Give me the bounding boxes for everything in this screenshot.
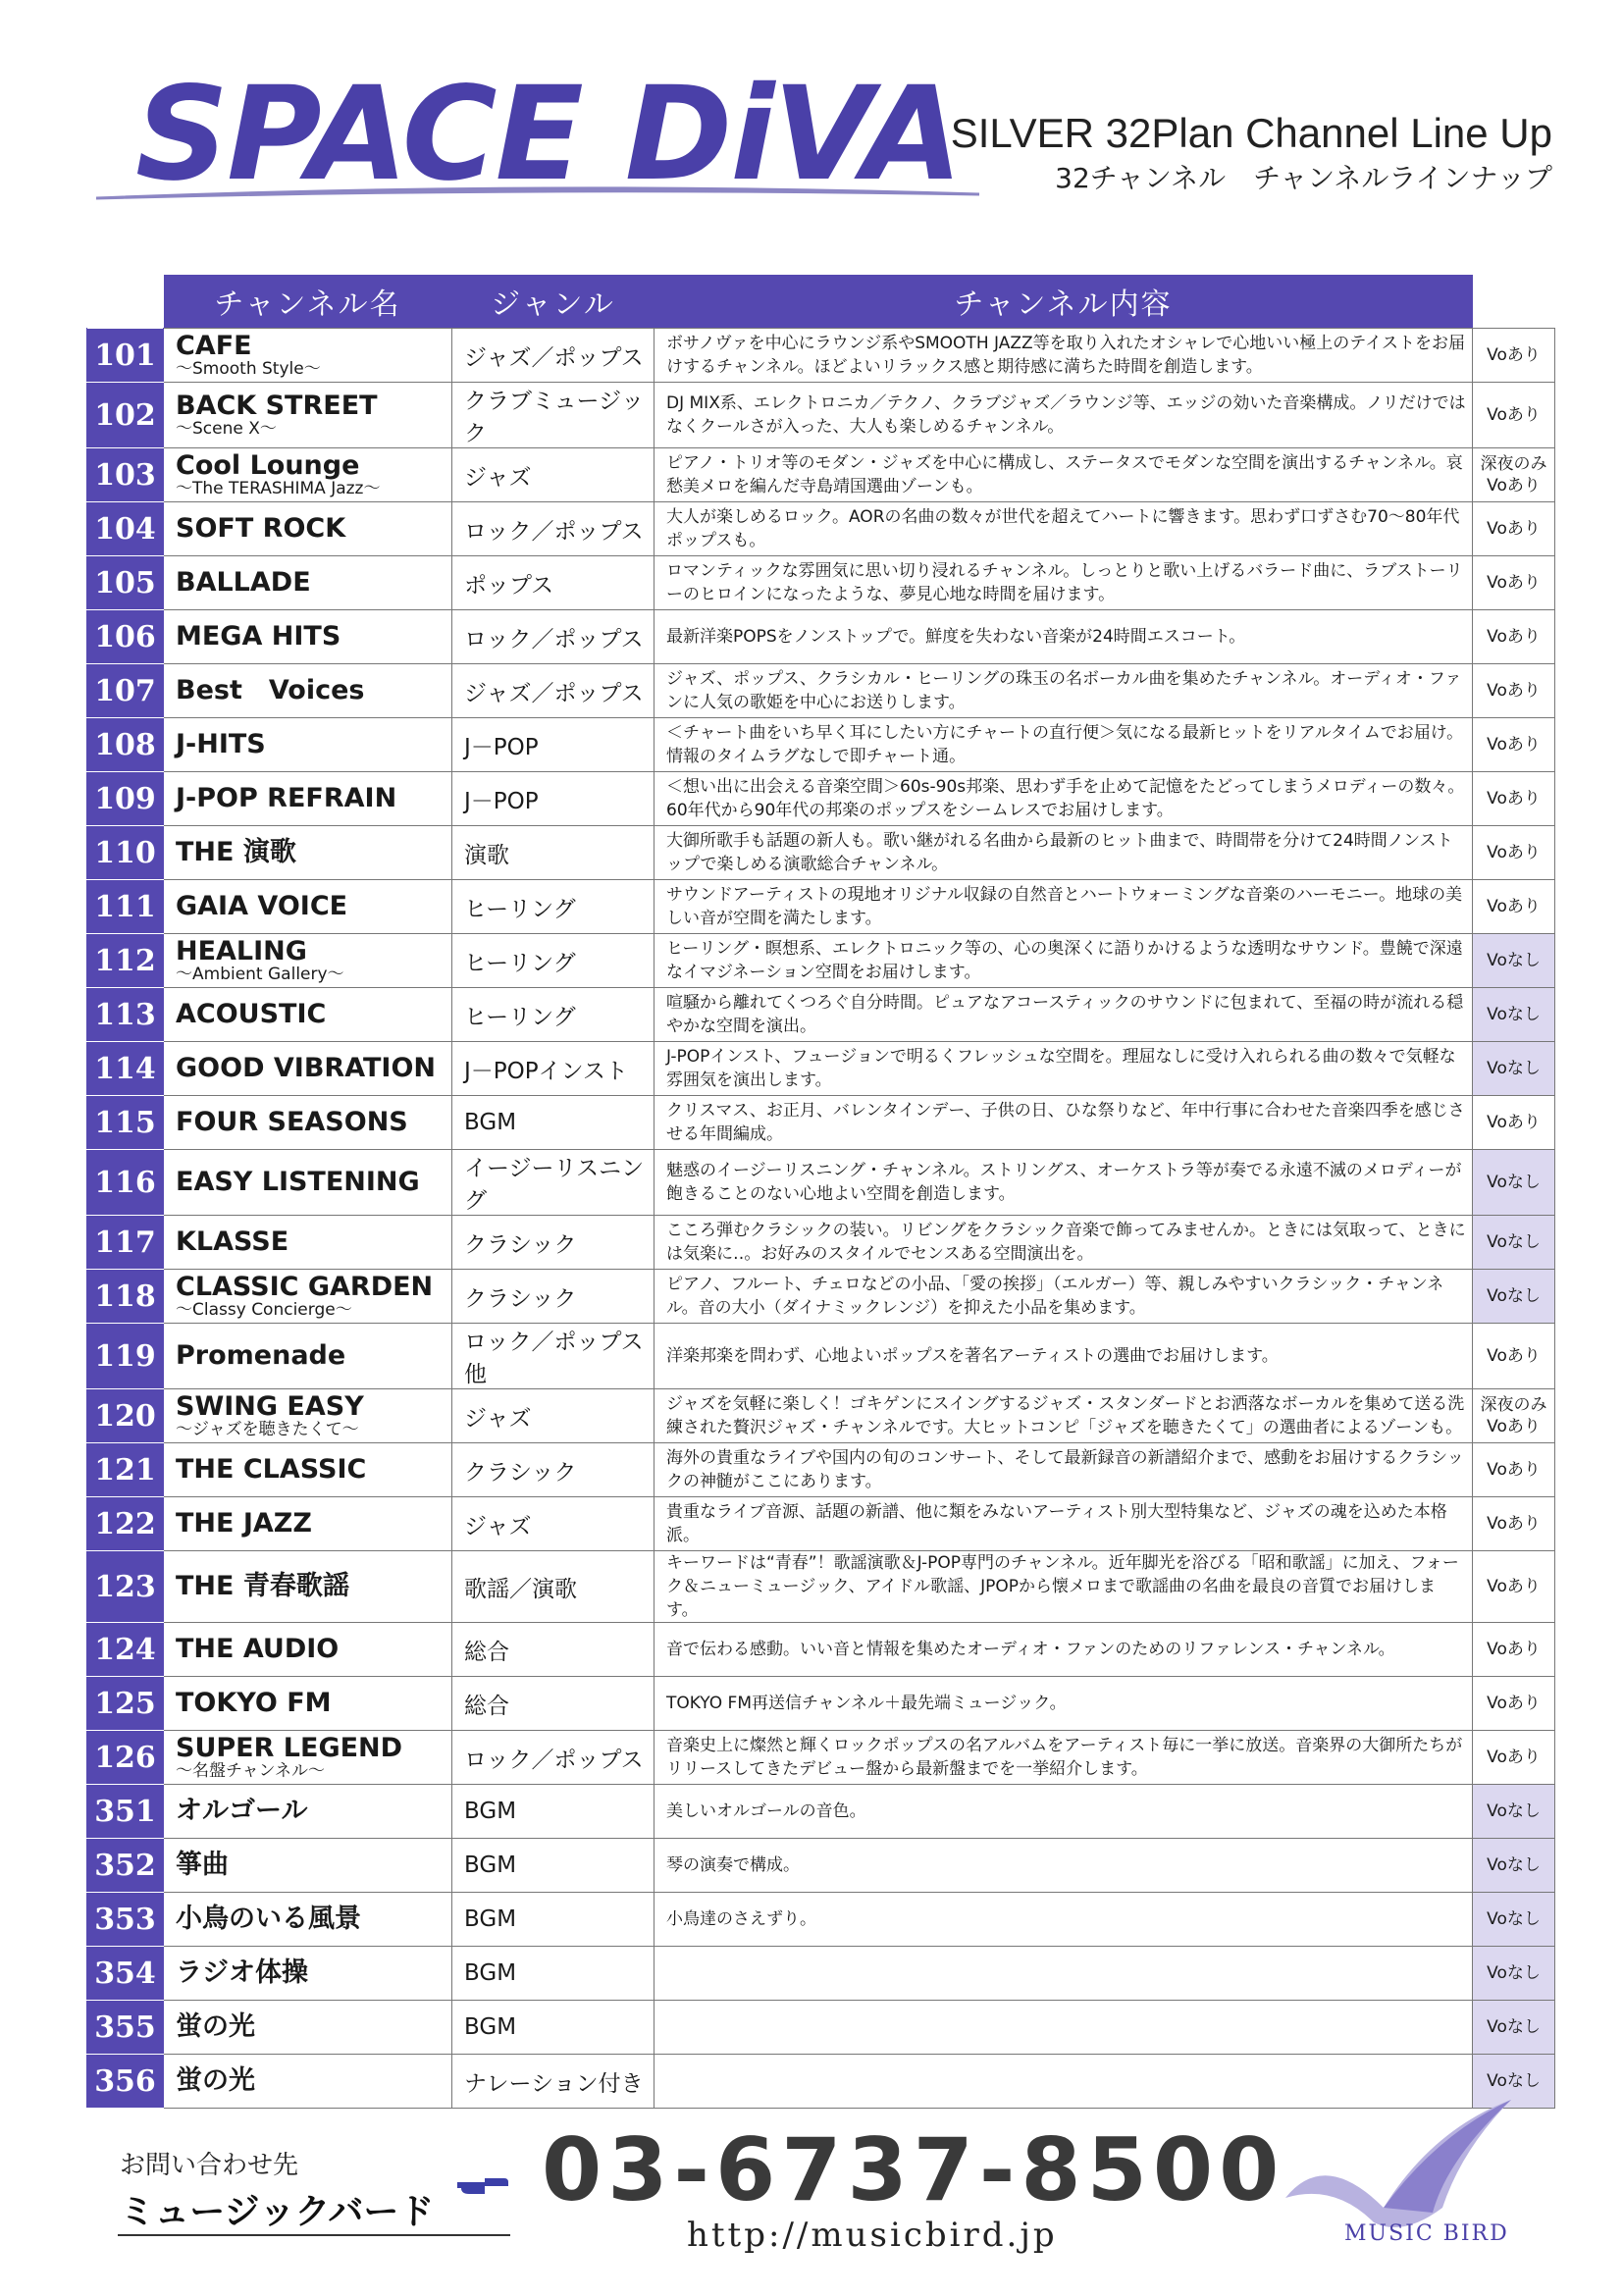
channel-subtitle: ～Classy Concierge～ bbox=[176, 1300, 352, 1320]
channel-number: 115 bbox=[87, 1096, 164, 1150]
channel-description: 海外の貴重なライブや国内の旬のコンサート、そして最新録音の新譜紹介まで、感動をお届けするクラシックの神髄がここにあります。 bbox=[654, 1443, 1473, 1497]
table-row bbox=[87, 1893, 1555, 1947]
table-row bbox=[87, 1839, 1555, 1893]
channel-name bbox=[164, 1731, 452, 1785]
table-row bbox=[87, 2001, 1555, 2055]
channel-name bbox=[164, 988, 452, 1042]
channel-subtitle: ～The TERASHIMA Jazz～ bbox=[176, 479, 381, 498]
channel-subtitle: ～Smooth Style～ bbox=[176, 359, 321, 379]
channel-number: 125 bbox=[87, 1677, 164, 1731]
vocal-status: 深夜のみVoあり bbox=[1473, 448, 1555, 502]
vocal-status: Voなし bbox=[1473, 1839, 1555, 1893]
pointing-hand-icon bbox=[455, 2172, 510, 2200]
channel-name-text: 箏曲 bbox=[176, 1850, 229, 1880]
channel-genre: ジャズ／ポップス bbox=[452, 329, 654, 383]
channel-genre: BGM bbox=[452, 1947, 654, 2001]
vocal-status: Voあり bbox=[1473, 556, 1555, 610]
channel-subtitle: ～Ambient Gallery～ bbox=[176, 965, 344, 984]
channel-genre: ジャズ／ポップス bbox=[452, 664, 654, 718]
channel-name-text: ラジオ体操 bbox=[176, 1957, 308, 1988]
channel-name bbox=[164, 1551, 452, 1623]
channel-name bbox=[164, 1150, 452, 1216]
channel-name bbox=[164, 1096, 452, 1150]
channel-name bbox=[164, 329, 452, 383]
channel-genre: ジャズ bbox=[452, 448, 654, 502]
channel-number: 354 bbox=[87, 1947, 164, 2001]
table-row bbox=[87, 718, 1555, 772]
channel-number: 107 bbox=[87, 664, 164, 718]
channel-description: 魅惑のイージーリスニング・チャンネル。ストリングス、オーケストラ等が奏でる永遠不滅のメロディーが飽きることのない心地よい空間を創造します。 bbox=[654, 1150, 1473, 1216]
channel-genre: イージーリスニング bbox=[452, 1150, 654, 1216]
channel-number: 123 bbox=[87, 1551, 164, 1623]
channel-name-text: THE AUDIO bbox=[176, 1634, 340, 1664]
channel-number: 112 bbox=[87, 934, 164, 988]
vocal-status: Voあり bbox=[1473, 1731, 1555, 1785]
channel-name-text: THE 演歌 bbox=[176, 837, 296, 867]
channel-number: 103 bbox=[87, 448, 164, 502]
channel-genre: クラシック bbox=[452, 1216, 654, 1270]
company-underline bbox=[118, 2234, 510, 2236]
table-row bbox=[87, 826, 1555, 880]
channel-name-text: オルゴール bbox=[176, 1796, 308, 1826]
channel-genre: ヒーリング bbox=[452, 880, 654, 934]
logo-text: SPACE DiVA bbox=[135, 59, 961, 210]
channel-name bbox=[164, 556, 452, 610]
channel-genre: ナレーション付き bbox=[452, 2055, 654, 2109]
table-row bbox=[87, 1150, 1555, 1216]
channel-number: 116 bbox=[87, 1150, 164, 1216]
channel-name-text: J-POP REFRAIN bbox=[176, 783, 397, 813]
channel-genre: ポップス bbox=[452, 556, 654, 610]
vocal-status: Voなし bbox=[1473, 1947, 1555, 2001]
channel-subtitle: ～Scene X～ bbox=[176, 419, 277, 439]
vocal-status: Voあり bbox=[1473, 1324, 1555, 1389]
channel-genre: J－POP bbox=[452, 718, 654, 772]
table-row bbox=[87, 329, 1555, 383]
channel-genre: ヒーリング bbox=[452, 934, 654, 988]
channel-number: 102 bbox=[87, 383, 164, 448]
channel-description: こころ弾むクラシックの装い。リビングをクラシック音楽で飾ってみませんか。ときには気取って、ときには気楽に‥。お好みのスタイルでセンスある空間演出を。 bbox=[654, 1216, 1473, 1270]
channel-genre: BGM bbox=[452, 2001, 654, 2055]
channel-name bbox=[164, 502, 452, 556]
channel-name-text: GAIA VOICE bbox=[176, 891, 348, 921]
music-bird-brand: MUSIC BIRD bbox=[1344, 2221, 1509, 2246]
channel-name bbox=[164, 2001, 452, 2055]
channel-genre: BGM bbox=[452, 1096, 654, 1150]
website-url[interactable]: http://musicbird.jp bbox=[687, 2216, 1058, 2255]
channel-description: 洋楽邦楽を問わず、心地よいポップスを著名アーティストの選曲でお届けします。 bbox=[654, 1324, 1473, 1389]
vocal-status: Voあり bbox=[1473, 1096, 1555, 1150]
channel-name bbox=[164, 1042, 452, 1096]
channel-name-text: HEALING bbox=[176, 936, 307, 966]
channel-description: ジャズを気軽に楽しく！ゴキゲンにスイングするジャズ・スタンダードとお洒落なボーカルを集めて送る洗練された贅沢ジャズ・チャンネルです。大ヒットコンピ「ジャズを聴きたくて」の選曲者によるゾーンも。 bbox=[654, 1389, 1473, 1443]
channel-name bbox=[164, 1324, 452, 1389]
channel-description: キーワードは“青春”！歌謡演歌＆J-POP専門のチャンネル。近年脚光を浴びる「昭和歌謡」に加え、フォーク＆ニューミュージック、アイドル歌謡、JPOPから懐メロまで歌謡曲の名曲を最良の音質でお届けします。 bbox=[654, 1551, 1473, 1623]
channel-number: 110 bbox=[87, 826, 164, 880]
channel-description: TOKYO FM再送信チャンネル＋最先端ミュージック。 bbox=[654, 1677, 1473, 1731]
channel-description: ヒーリング・瞑想系、エレクトロニック等の、心の奥深くに語りかけるような透明なサウンド。豊饒で深遠なイマジネーション空間をお届けします。 bbox=[654, 934, 1473, 988]
table-row bbox=[87, 1785, 1555, 1839]
channel-name-text: Cool Lounge bbox=[176, 450, 360, 481]
channel-number: 101 bbox=[87, 329, 164, 383]
channel-genre: BGM bbox=[452, 1839, 654, 1893]
vocal-status: Voあり bbox=[1473, 1443, 1555, 1497]
table-row bbox=[87, 1389, 1555, 1443]
table-row bbox=[87, 1324, 1555, 1389]
table-row bbox=[87, 988, 1555, 1042]
channel-genre: BGM bbox=[452, 1785, 654, 1839]
table-row bbox=[87, 1623, 1555, 1677]
table-row bbox=[87, 1216, 1555, 1270]
channel-genre: クラシック bbox=[452, 1270, 654, 1324]
table-row bbox=[87, 934, 1555, 988]
channel-subtitle: ～名盤チャンネル～ bbox=[176, 1761, 325, 1781]
channel-name-text: J-HITS bbox=[176, 729, 266, 759]
channel-name bbox=[164, 1893, 452, 1947]
channel-number: 353 bbox=[87, 1893, 164, 1947]
header-genre: ジャンル bbox=[452, 275, 654, 329]
channel-name-text: 蛍の光 bbox=[176, 2065, 255, 2096]
channel-description: ボサノヴァを中心にラウンジ系やSMOOTH JAZZ等を取り入れたオシャレで心地いい極上のテイストをお届けするチャンネル。ほどよいリラックス感と期待感に満ちた時間を創造します。 bbox=[654, 329, 1473, 383]
table-row bbox=[87, 1677, 1555, 1731]
channel-description: ジャズ、ポップス、クラシカル・ヒーリングの珠玉の名ボーカル曲を集めたチャンネル。オーディオ・ファンに人気の歌姫を中心にお送りします。 bbox=[654, 664, 1473, 718]
channel-name-text: 蛍の光 bbox=[176, 2011, 255, 2042]
channel-genre: クラシック bbox=[452, 1443, 654, 1497]
table-row bbox=[87, 772, 1555, 826]
header-description: チャンネル内容 bbox=[654, 275, 1473, 329]
table-row bbox=[87, 502, 1555, 556]
channel-genre: 総合 bbox=[452, 1623, 654, 1677]
vocal-status: Voあり bbox=[1473, 826, 1555, 880]
channel-description: ＜想い出に出会える音楽空間＞60s-90s邦楽、思わず手を止めて記憶をたどってしまうメロディーの数々。60年代から90年代の邦楽のポップスをシームレスでお届けします。 bbox=[654, 772, 1473, 826]
vocal-status: Voあり bbox=[1473, 383, 1555, 448]
channel-description: ロマンティックな雰囲気に思い切り浸れるチャンネル。しっとりと歌い上げるバラード曲に、ラブストーリーのヒロインになったような、夢見心地な時間を届けます。 bbox=[654, 556, 1473, 610]
channel-number: 352 bbox=[87, 1839, 164, 1893]
table-row bbox=[87, 1947, 1555, 2001]
vocal-status: Voあり bbox=[1473, 772, 1555, 826]
channel-description: ＜チャート曲をいち早く耳にしたい方にチャートの直行便＞気になる最新ヒットをリアルタイムでお届け。情報のタイムラグなしで即チャート通。 bbox=[654, 718, 1473, 772]
vocal-status: Voなし bbox=[1473, 1785, 1555, 1839]
channel-description: 喧騒から離れてくつろぐ自分時間。ピュアなアコースティックのサウンドに包まれて、至福の時が流れる穏やかな空間を演出。 bbox=[654, 988, 1473, 1042]
channel-name bbox=[164, 664, 452, 718]
table-row bbox=[87, 1731, 1555, 1785]
channel-name-text: FOUR SEASONS bbox=[176, 1107, 408, 1137]
channel-description: DJ MIX系、エレクトロニカ／テクノ、クラブジャズ／ラウンジ等、エッジの効いた音楽構成。ノリだけではなくクールさが入った、大人も楽しめるチャンネル。 bbox=[654, 383, 1473, 448]
channel-genre: 演歌 bbox=[452, 826, 654, 880]
channel-name-text: SUPER LEGEND bbox=[176, 1733, 403, 1763]
channel-genre: ロック／ポップス bbox=[452, 610, 654, 664]
channel-name bbox=[164, 1497, 452, 1551]
channel-name bbox=[164, 718, 452, 772]
channel-name-text: THE 青春歌謡 bbox=[176, 1571, 349, 1601]
channel-genre: ロック／ポップス 他 bbox=[452, 1324, 654, 1389]
vocal-status: Voあり bbox=[1473, 664, 1555, 718]
channel-name bbox=[164, 934, 452, 988]
channel-name bbox=[164, 1677, 452, 1731]
music-bird-logo-icon bbox=[1266, 2090, 1521, 2237]
channel-name bbox=[164, 1216, 452, 1270]
table-row bbox=[87, 1497, 1555, 1551]
channel-name-text: 小鳥のいる風景 bbox=[176, 1904, 361, 1934]
plan-title-en: SILVER 32Plan Channel Line Up bbox=[950, 110, 1552, 156]
channel-name-text: ACOUSTIC bbox=[176, 999, 327, 1029]
channel-description: 小鳥達のさえずり。 bbox=[654, 1893, 1473, 1947]
table-row bbox=[87, 556, 1555, 610]
vocal-status: Voなし bbox=[1473, 988, 1555, 1042]
table-header-row bbox=[87, 275, 1555, 329]
channel-genre: 歌謡／演歌 bbox=[452, 1551, 654, 1623]
channel-description: J-POPインスト、フュージョンで明るくフレッシュな空間を。理屈なしに受け入れられる曲の数々で気軽な雰囲気を演出します。 bbox=[654, 1042, 1473, 1096]
table-row bbox=[87, 448, 1555, 502]
channel-name-text: KLASSE bbox=[176, 1226, 289, 1257]
vocal-status: 深夜のみVoあり bbox=[1473, 1389, 1555, 1443]
vocal-status: Voあり bbox=[1473, 1623, 1555, 1677]
vocal-status: Voなし bbox=[1473, 1150, 1555, 1216]
channel-genre: J－POP bbox=[452, 772, 654, 826]
channel-number: 111 bbox=[87, 880, 164, 934]
channel-lineup-table bbox=[86, 275, 1555, 2109]
phone-number: 03-6737-8500 bbox=[542, 2119, 1285, 2220]
channel-genre: ロック／ポップス bbox=[452, 502, 654, 556]
channel-number: 104 bbox=[87, 502, 164, 556]
channel-name bbox=[164, 1623, 452, 1677]
channel-name-text: EASY LISTENING bbox=[176, 1167, 420, 1197]
channel-genre: 総合 bbox=[452, 1677, 654, 1731]
channel-name-text: SWING EASY bbox=[176, 1391, 364, 1422]
channel-genre: ロック／ポップス bbox=[452, 1731, 654, 1785]
channel-number: 351 bbox=[87, 1785, 164, 1839]
channel-genre: J－POPインスト bbox=[452, 1042, 654, 1096]
channel-name-text: GOOD VIBRATION bbox=[176, 1053, 437, 1083]
table-row bbox=[87, 1270, 1555, 1324]
channel-number: 126 bbox=[87, 1731, 164, 1785]
channel-name bbox=[164, 1785, 452, 1839]
channel-description bbox=[654, 2001, 1473, 2055]
channel-description bbox=[654, 1947, 1473, 2001]
channel-name bbox=[164, 610, 452, 664]
channel-number: 108 bbox=[87, 718, 164, 772]
vocal-status: Voあり bbox=[1473, 610, 1555, 664]
channel-name-text: MEGA HITS bbox=[176, 621, 341, 652]
channel-number: 124 bbox=[87, 1623, 164, 1677]
channel-name-text: THE CLASSIC bbox=[176, 1454, 367, 1485]
vocal-status: Voなし bbox=[1473, 1216, 1555, 1270]
company-name: ミュージックバード bbox=[120, 2192, 435, 2232]
channel-description: 最新洋楽POPSをノンストップで。鮮度を失わない音楽が24時間エスコート。 bbox=[654, 610, 1473, 664]
table-row bbox=[87, 1096, 1555, 1150]
channel-description: クリスマス、お正月、バレンタインデー、子供の日、ひな祭りなど、年中行事に合わせた音楽四季を感じさせる年間編成。 bbox=[654, 1096, 1473, 1150]
channel-description: サウンドアーティストの現地オリジナル収録の自然音とハートウォーミングな音楽のハーモニー。地球の美しい音が空間を満たします。 bbox=[654, 880, 1473, 934]
header-blank-right bbox=[1473, 275, 1555, 329]
table-row bbox=[87, 610, 1555, 664]
channel-number: 109 bbox=[87, 772, 164, 826]
vocal-status: Voあり bbox=[1473, 329, 1555, 383]
channel-number: 106 bbox=[87, 610, 164, 664]
channel-name bbox=[164, 2055, 452, 2109]
channel-description: 琴の演奏で構成。 bbox=[654, 1839, 1473, 1893]
channel-genre: BGM bbox=[452, 1893, 654, 1947]
channel-name-text: CLASSIC GARDEN bbox=[176, 1272, 434, 1302]
channel-number: 114 bbox=[87, 1042, 164, 1096]
vocal-status: Voあり bbox=[1473, 1551, 1555, 1623]
channel-description: 大御所歌手も話題の新人も。歌い継がれる名曲から最新のヒット曲まで、時間帯を分けて24時間ノンストップで楽しめる演歌総合チャンネル。 bbox=[654, 826, 1473, 880]
channel-name bbox=[164, 448, 452, 502]
channel-subtitle: ～ジャズを聴きたくて～ bbox=[176, 1420, 359, 1439]
vocal-status: Voあり bbox=[1473, 718, 1555, 772]
table-row bbox=[87, 1551, 1555, 1623]
channel-name-text: BACK STREET bbox=[176, 391, 378, 421]
channel-description: 貴重なライブ音源、話題の新譜、他に類をみないアーティスト別大型特集など、ジャズの魂を込めた本格派。 bbox=[654, 1497, 1473, 1551]
vocal-status: Voなし bbox=[1473, 1893, 1555, 1947]
channel-name bbox=[164, 772, 452, 826]
vocal-status: Voあり bbox=[1473, 502, 1555, 556]
table-row bbox=[87, 880, 1555, 934]
channel-name-text: BALLADE bbox=[176, 567, 311, 598]
channel-description: ピアノ・トリオ等のモダン・ジャズを中心に構成し、ステータスでモダンな空間を演出するチャンネル。哀愁美メロを編んだ寺島靖国選曲ゾーンも。 bbox=[654, 448, 1473, 502]
channel-name bbox=[164, 383, 452, 448]
channel-name bbox=[164, 1947, 452, 2001]
channel-genre: ジャズ bbox=[452, 1497, 654, 1551]
vocal-status: Voあり bbox=[1473, 1497, 1555, 1551]
vocal-status: Voなし bbox=[1473, 1042, 1555, 1096]
channel-description: ピアノ、フルート、チェロなどの小品、「愛の挨拶」（エルガー）等、親しみやすいクラシック・チャンネル。音の大小（ダイナミックレンジ）を抑えた小品を集めます。 bbox=[654, 1270, 1473, 1324]
channel-genre: クラブミュージック bbox=[452, 383, 654, 448]
channel-number: 105 bbox=[87, 556, 164, 610]
channel-number: 355 bbox=[87, 2001, 164, 2055]
channel-number: 118 bbox=[87, 1270, 164, 1324]
table-row bbox=[87, 383, 1555, 448]
channel-number: 120 bbox=[87, 1389, 164, 1443]
channel-name-text: TOKYO FM bbox=[176, 1688, 332, 1718]
space-diva-logo bbox=[126, 61, 969, 208]
channel-description: 音楽史上に燦然と輝くロックポップスの名アルバムをアーティスト毎に一挙に放送。音楽界の大御所たちがリリースしてきたデビュー盤から最新盤までを一挙紹介します。 bbox=[654, 1731, 1473, 1785]
channel-name bbox=[164, 1443, 452, 1497]
vocal-status: Voなし bbox=[1473, 1270, 1555, 1324]
channel-name bbox=[164, 1839, 452, 1893]
header-blank bbox=[87, 275, 164, 329]
channel-name-text: SOFT ROCK bbox=[176, 513, 346, 544]
channel-number: 119 bbox=[87, 1324, 164, 1389]
channel-number: 113 bbox=[87, 988, 164, 1042]
channel-name bbox=[164, 880, 452, 934]
channel-genre: ジャズ bbox=[452, 1389, 654, 1443]
vocal-status: Voなし bbox=[1473, 2001, 1555, 2055]
channel-name bbox=[164, 1389, 452, 1443]
table-row bbox=[87, 664, 1555, 718]
vocal-status: Voなし bbox=[1473, 934, 1555, 988]
channel-number: 117 bbox=[87, 1216, 164, 1270]
channel-description: 音で伝わる感動。いい音と情報を集めたオーディオ・ファンのためのリファレンス・チャンネル。 bbox=[654, 1623, 1473, 1677]
channel-name-text: Promenade bbox=[176, 1340, 346, 1371]
channel-name bbox=[164, 826, 452, 880]
table-row bbox=[87, 1042, 1555, 1096]
channel-genre: ヒーリング bbox=[452, 988, 654, 1042]
channel-name-text: CAFE bbox=[176, 331, 252, 361]
table-row bbox=[87, 1443, 1555, 1497]
logo-swoosh-icon bbox=[96, 177, 979, 216]
plan-title-jp: 32チャンネル チャンネルラインナップ bbox=[1055, 162, 1552, 194]
channel-number: 122 bbox=[87, 1497, 164, 1551]
channel-number: 356 bbox=[87, 2055, 164, 2109]
vocal-status: Voなし bbox=[1473, 2055, 1555, 2109]
contact-label: お問い合わせ先 bbox=[120, 2151, 299, 2180]
vocal-status: Voあり bbox=[1473, 1677, 1555, 1731]
channel-name bbox=[164, 1270, 452, 1324]
vocal-status: Voあり bbox=[1473, 880, 1555, 934]
channel-name-text: Best Voices bbox=[176, 675, 365, 705]
channel-description: 大人が楽しめるロック。AORの名曲の数々が世代を超えてハートに響きます。思わず口ずさむ70～80年代ポップスも。 bbox=[654, 502, 1473, 556]
channel-name-text: THE JAZZ bbox=[176, 1508, 312, 1539]
channel-description: 美しいオルゴールの音色。 bbox=[654, 1785, 1473, 1839]
header-channel-name: チャンネル名 bbox=[164, 275, 452, 329]
channel-number: 121 bbox=[87, 1443, 164, 1497]
